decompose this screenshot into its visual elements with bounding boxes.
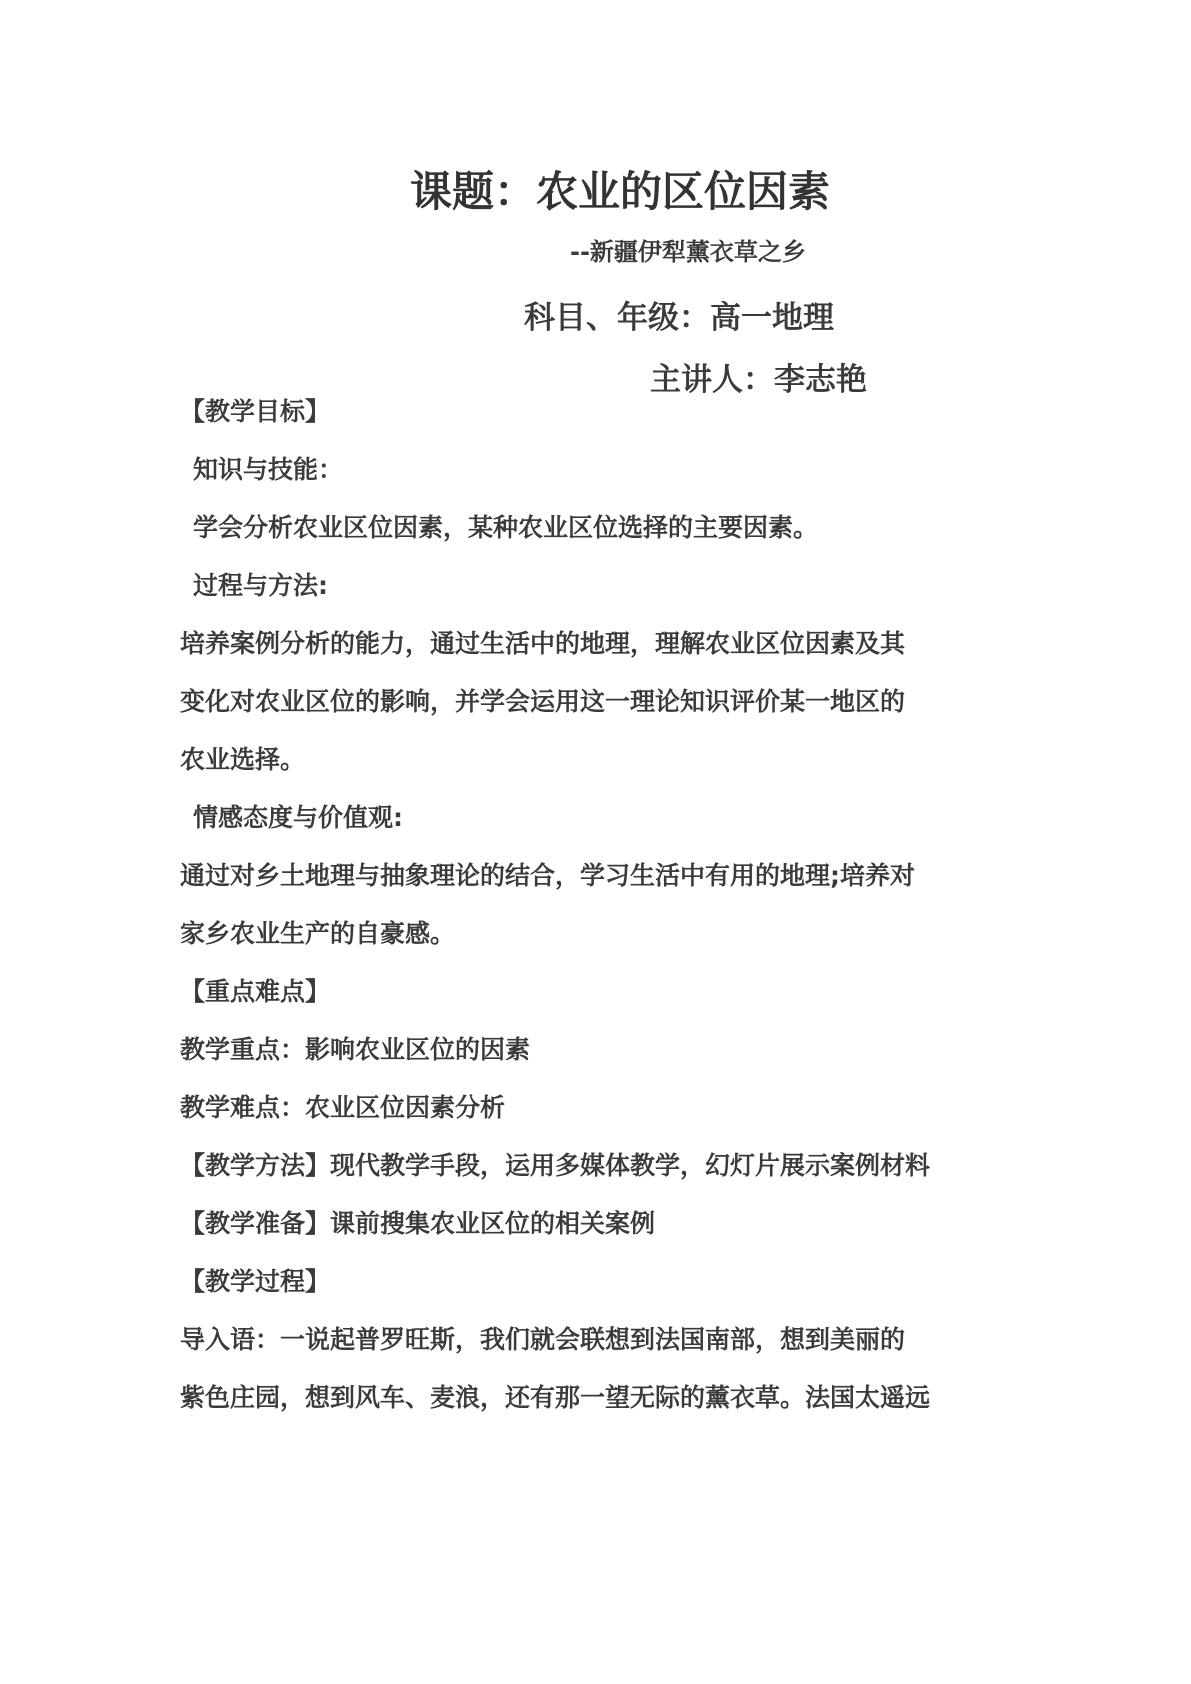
paragraph-line: 教学难点：农业区位因素分析 — [180, 1093, 506, 1122]
page-title: 课题：农业的区位因素 — [410, 167, 831, 216]
paragraph-line: 紫色庄园，想到风车、麦浪，还有那一望无际的薰衣草。法国太遥远 — [180, 1383, 931, 1412]
paragraph-line: 学会分析农业区位因素，某种农业区位选择的主要因素。 — [193, 513, 819, 542]
paragraph-line: 家乡农业生产的自豪感。 — [180, 919, 456, 948]
section-heading-teaching-methods: 【教学方法】现代教学手段，运用多媒体教学，幻灯片展示案例材料 — [180, 1151, 931, 1180]
page-subtitle: --新疆伊犁薰衣草之乡 — [570, 238, 806, 266]
subheading-knowledge-skills: 知识与技能： — [193, 455, 344, 484]
paragraph-line: 导入语：一说起普罗旺斯，我们就会联想到法国南部，想到美丽的 — [180, 1325, 906, 1354]
subject-grade-line: 科目、年级：高一地理 — [524, 300, 834, 336]
subheading-attitude-values: 情感态度与价值观: — [193, 803, 403, 832]
paragraph-line: 培养案例分析的能力，通过生活中的地理，理解农业区位因素及其 — [180, 629, 906, 658]
section-heading-teaching-process: 【教学过程】 — [180, 1267, 331, 1296]
section-heading-key-difficult-points: 【重点难点】 — [180, 977, 331, 1006]
paragraph-line: 农业选择。 — [180, 745, 306, 774]
paragraph-line: 通过对乡土地理与抽象理论的结合，学习生活中有用的地理;培养对 — [180, 861, 916, 890]
subheading-process-methods: 过程与方法: — [193, 571, 328, 600]
section-heading-teaching-preparation: 【教学准备】课前搜集农业区位的相关案例 — [180, 1209, 656, 1238]
paragraph-line: 教学重点：影响农业区位的因素 — [180, 1035, 531, 1064]
paragraph-line: 变化对农业区位的影响，并学会运用这一理论知识评价某一地区的 — [180, 687, 906, 716]
section-heading-teaching-goals: 【教学目标】 — [180, 397, 331, 426]
lecturer-line: 主讲人：李志艳 — [650, 362, 867, 398]
